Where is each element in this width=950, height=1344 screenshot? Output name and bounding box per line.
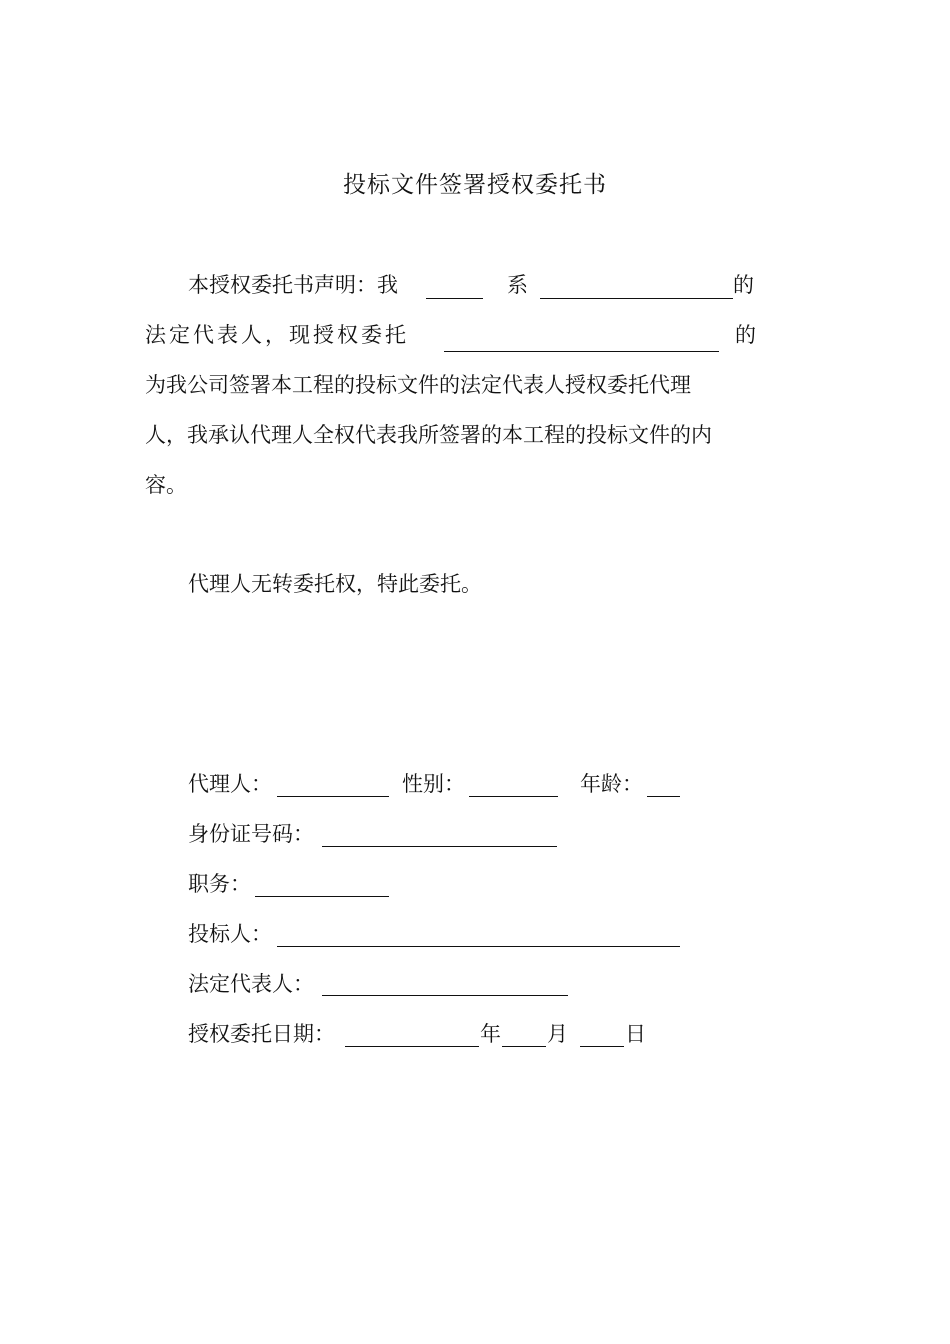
date-year-field[interactable] (345, 1046, 479, 1047)
legal-rep-label: 法定代表人： (188, 972, 314, 996)
age-field[interactable] (647, 796, 680, 797)
document-title: 投标文件签署授权委托书 (343, 172, 607, 198)
age-label: 年龄： (580, 772, 643, 796)
gender-field[interactable] (469, 796, 558, 797)
date-day-field[interactable] (580, 1046, 624, 1047)
statement-line-1-end: 的 (733, 273, 754, 297)
position-field[interactable] (255, 896, 389, 897)
company-name-blank (426, 298, 483, 299)
day-label: 日 (625, 1022, 646, 1046)
statement-line-1-start: 本授权委托书声明：我 (188, 273, 398, 297)
date-month-field[interactable] (502, 1046, 546, 1047)
legal-rep-name-blank (540, 298, 733, 299)
agent-name-field[interactable] (277, 796, 389, 797)
gender-label: 性别： (402, 772, 465, 796)
statement-line-3: 为我公司签署本工程的投标文件的法定代表人授权委托代理 (145, 373, 691, 397)
statement-line-2-end: 的 (735, 323, 756, 347)
year-label: 年 (480, 1022, 501, 1046)
agent-label: 代理人： (188, 772, 272, 796)
bidder-label: 投标人： (188, 922, 272, 946)
statement-line-2-start: 法定代表人，现授权委托 (145, 323, 409, 347)
id-number-field[interactable] (322, 846, 557, 847)
authorized-agent-blank (444, 351, 719, 352)
bidder-field[interactable] (277, 946, 680, 947)
position-label: 职务： (188, 872, 251, 896)
no-transfer-text: 代理人无转委托权，特此委托。 (188, 572, 482, 596)
id-number-label: 身份证号码： (188, 822, 314, 846)
month-label: 月 (547, 1022, 568, 1046)
legal-rep-field[interactable] (322, 995, 568, 996)
authorization-date-label: 授权委托日期： (188, 1022, 335, 1046)
statement-line-1-mid: 系 (507, 273, 528, 297)
statement-line-4: 人，我承认代理人全权代表我所签署的本工程的投标文件的内 (145, 423, 712, 447)
statement-line-5: 容。 (145, 473, 187, 497)
